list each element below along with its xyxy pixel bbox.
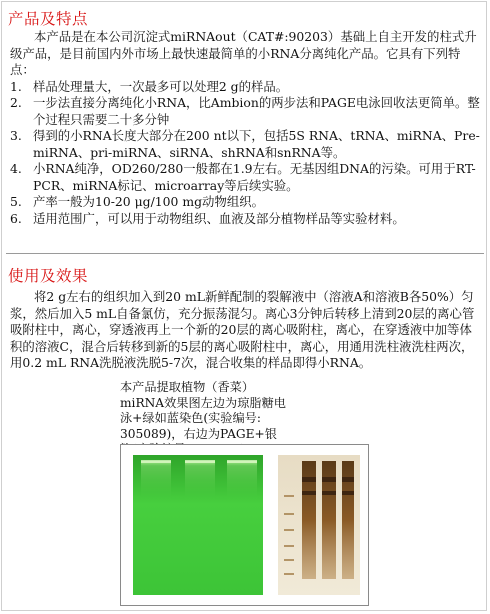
agarose-gel-image	[133, 455, 263, 595]
features-section-body	[10, 29, 484, 227]
gel-figure	[120, 444, 369, 606]
page-silver-gel-image	[278, 455, 360, 595]
feature-item: 4. 小RNA纯净，OD260/280一般都在1.9左右。无基因组DNA的污染。可用于RT-PCR、miRNA标记、microarray等后续实验。	[10, 161, 476, 193]
feature-item: 3. 得到的小RNA长度大部分在200 nt以下，包括5S RNA、tRNA、miRNA、Pre-miRNA、pri-miRNA、siRNA、shRNA和snRNA等。	[10, 128, 480, 160]
feature-item: 2. 一步法直接分离纯化小RNA，比Ambion的两步法和PAGE电泳回收法更简单。整个过程只需要二十多分钟	[10, 95, 480, 127]
section-divider	[6, 253, 484, 254]
usage-paragraph: 将2 g左右的组织加入到20 mL新鲜配制的裂解液中（溶液A和溶液B各50%）匀浆，然后加入5 mL自备氯仿，充分振荡混匀。离心3分钟后转移上清到20层的离心管吸附柱中，离心，穿透液再上一个新的20层的离心吸附柱，离心，在穿透液中加等体积的溶液C，混合后转移到新的5层的离心吸附柱中，离心，用通用洗柱液洗柱两次，用0.2 mL RNA洗脱液洗脱5-7次，混合收集的样品即得小RNA。	[10, 289, 475, 370]
feature-list	[10, 79, 484, 228]
usage-section-body	[10, 289, 484, 372]
section-heading-features: 产品及特点	[8, 10, 89, 28]
feature-item: 5. 产率一般为10-20 μg/100 mg动物组织。	[10, 194, 264, 209]
section-heading-usage: 使用及效果	[8, 267, 89, 285]
feature-item: 6. 适用范围广，可以用于动物组织、血液及部分植物样品等实验材料。	[10, 210, 405, 226]
figure-caption: 本产品提取植物（香菜）miRNA效果图左边为琼脂糖电泳+绿如蓝染色(实验编号: 305089)，右边为PAGE+银	[120, 380, 286, 441]
intro-paragraph: 本产品是在本公司沉淀式miRNAout（CAT#:90203）基础上自主开发的柱式升级产品，是目前国内外市场上最快速最简单的小RNA分离纯化产品。它具有下列特点：	[10, 29, 477, 77]
feature-item: 1. 样品处理量大，一次最多可以处理2 g的样品。	[10, 78, 289, 94]
document-page	[1, 1, 487, 611]
